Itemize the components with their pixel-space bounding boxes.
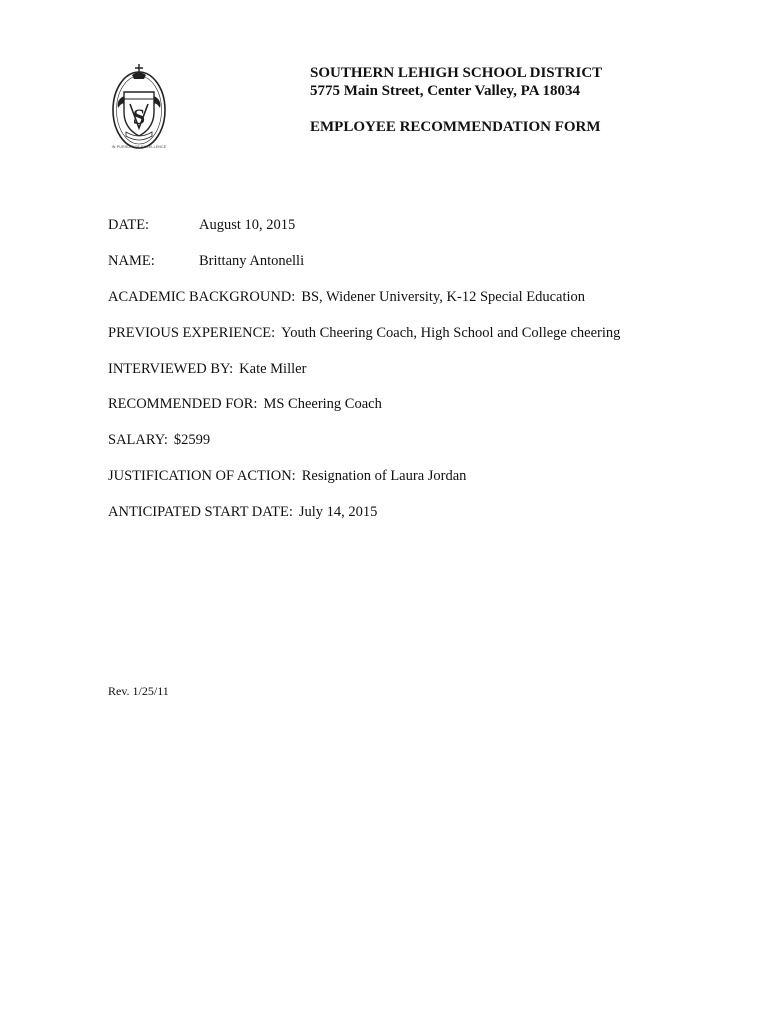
field-value: Youth Cheering Coach, High School and College cheering	[281, 325, 621, 341]
field-interviewed-by	[108, 361, 306, 378]
field-label: RECOMMENDED FOR:	[108, 396, 258, 412]
district-address: 5775 Main Street, Center Valley, PA 18034	[310, 83, 580, 99]
field-label: PREVIOUS EXPERIENCE:	[108, 325, 276, 341]
letterhead	[310, 64, 602, 136]
field-label: DATE:	[108, 217, 150, 233]
field-name	[108, 253, 305, 270]
field-value: August 10, 2015	[199, 217, 296, 233]
field-salary	[108, 432, 210, 449]
field-value: July 14, 2015	[298, 504, 378, 520]
field-value: BS, Widener University, K-12 Special Education	[301, 289, 586, 305]
field-label: ACADEMIC BACKGROUND:	[108, 289, 296, 305]
seal-motto: IN PURSUIT OF EXCELLENCE	[111, 145, 167, 149]
field-justification	[108, 468, 466, 485]
field-label: NAME:	[108, 253, 155, 269]
field-recommended-for	[108, 396, 382, 413]
field-value: $2599	[173, 432, 211, 448]
field-label: SALARY:	[108, 432, 168, 448]
field-value: Resignation of Laura Jordan	[301, 468, 467, 484]
field-previous-experience	[108, 325, 620, 342]
form-title: EMPLOYEE RECOMMENDATION FORM	[310, 119, 601, 135]
field-anticipated-start-date	[108, 504, 377, 521]
field-value: MS Cheering Coach	[263, 396, 382, 412]
field-label: ANTICIPATED START DATE:	[108, 504, 293, 520]
field-value: Kate Miller	[239, 361, 307, 377]
field-academic-background	[108, 289, 585, 306]
field-value: Brittany Antonelli	[199, 253, 305, 269]
field-date	[108, 217, 296, 234]
field-label: INTERVIEWED BY:	[108, 361, 234, 377]
field-label: JUSTIFICATION OF ACTION:	[108, 468, 296, 484]
seal-icon	[108, 62, 170, 154]
district-seal-logo	[108, 62, 170, 154]
revision-note: Rev. 1/25/11	[108, 684, 169, 698]
svg-text:S: S	[132, 104, 146, 129]
district-name: SOUTHERN LEHIGH SCHOOL DISTRICT	[310, 65, 603, 81]
